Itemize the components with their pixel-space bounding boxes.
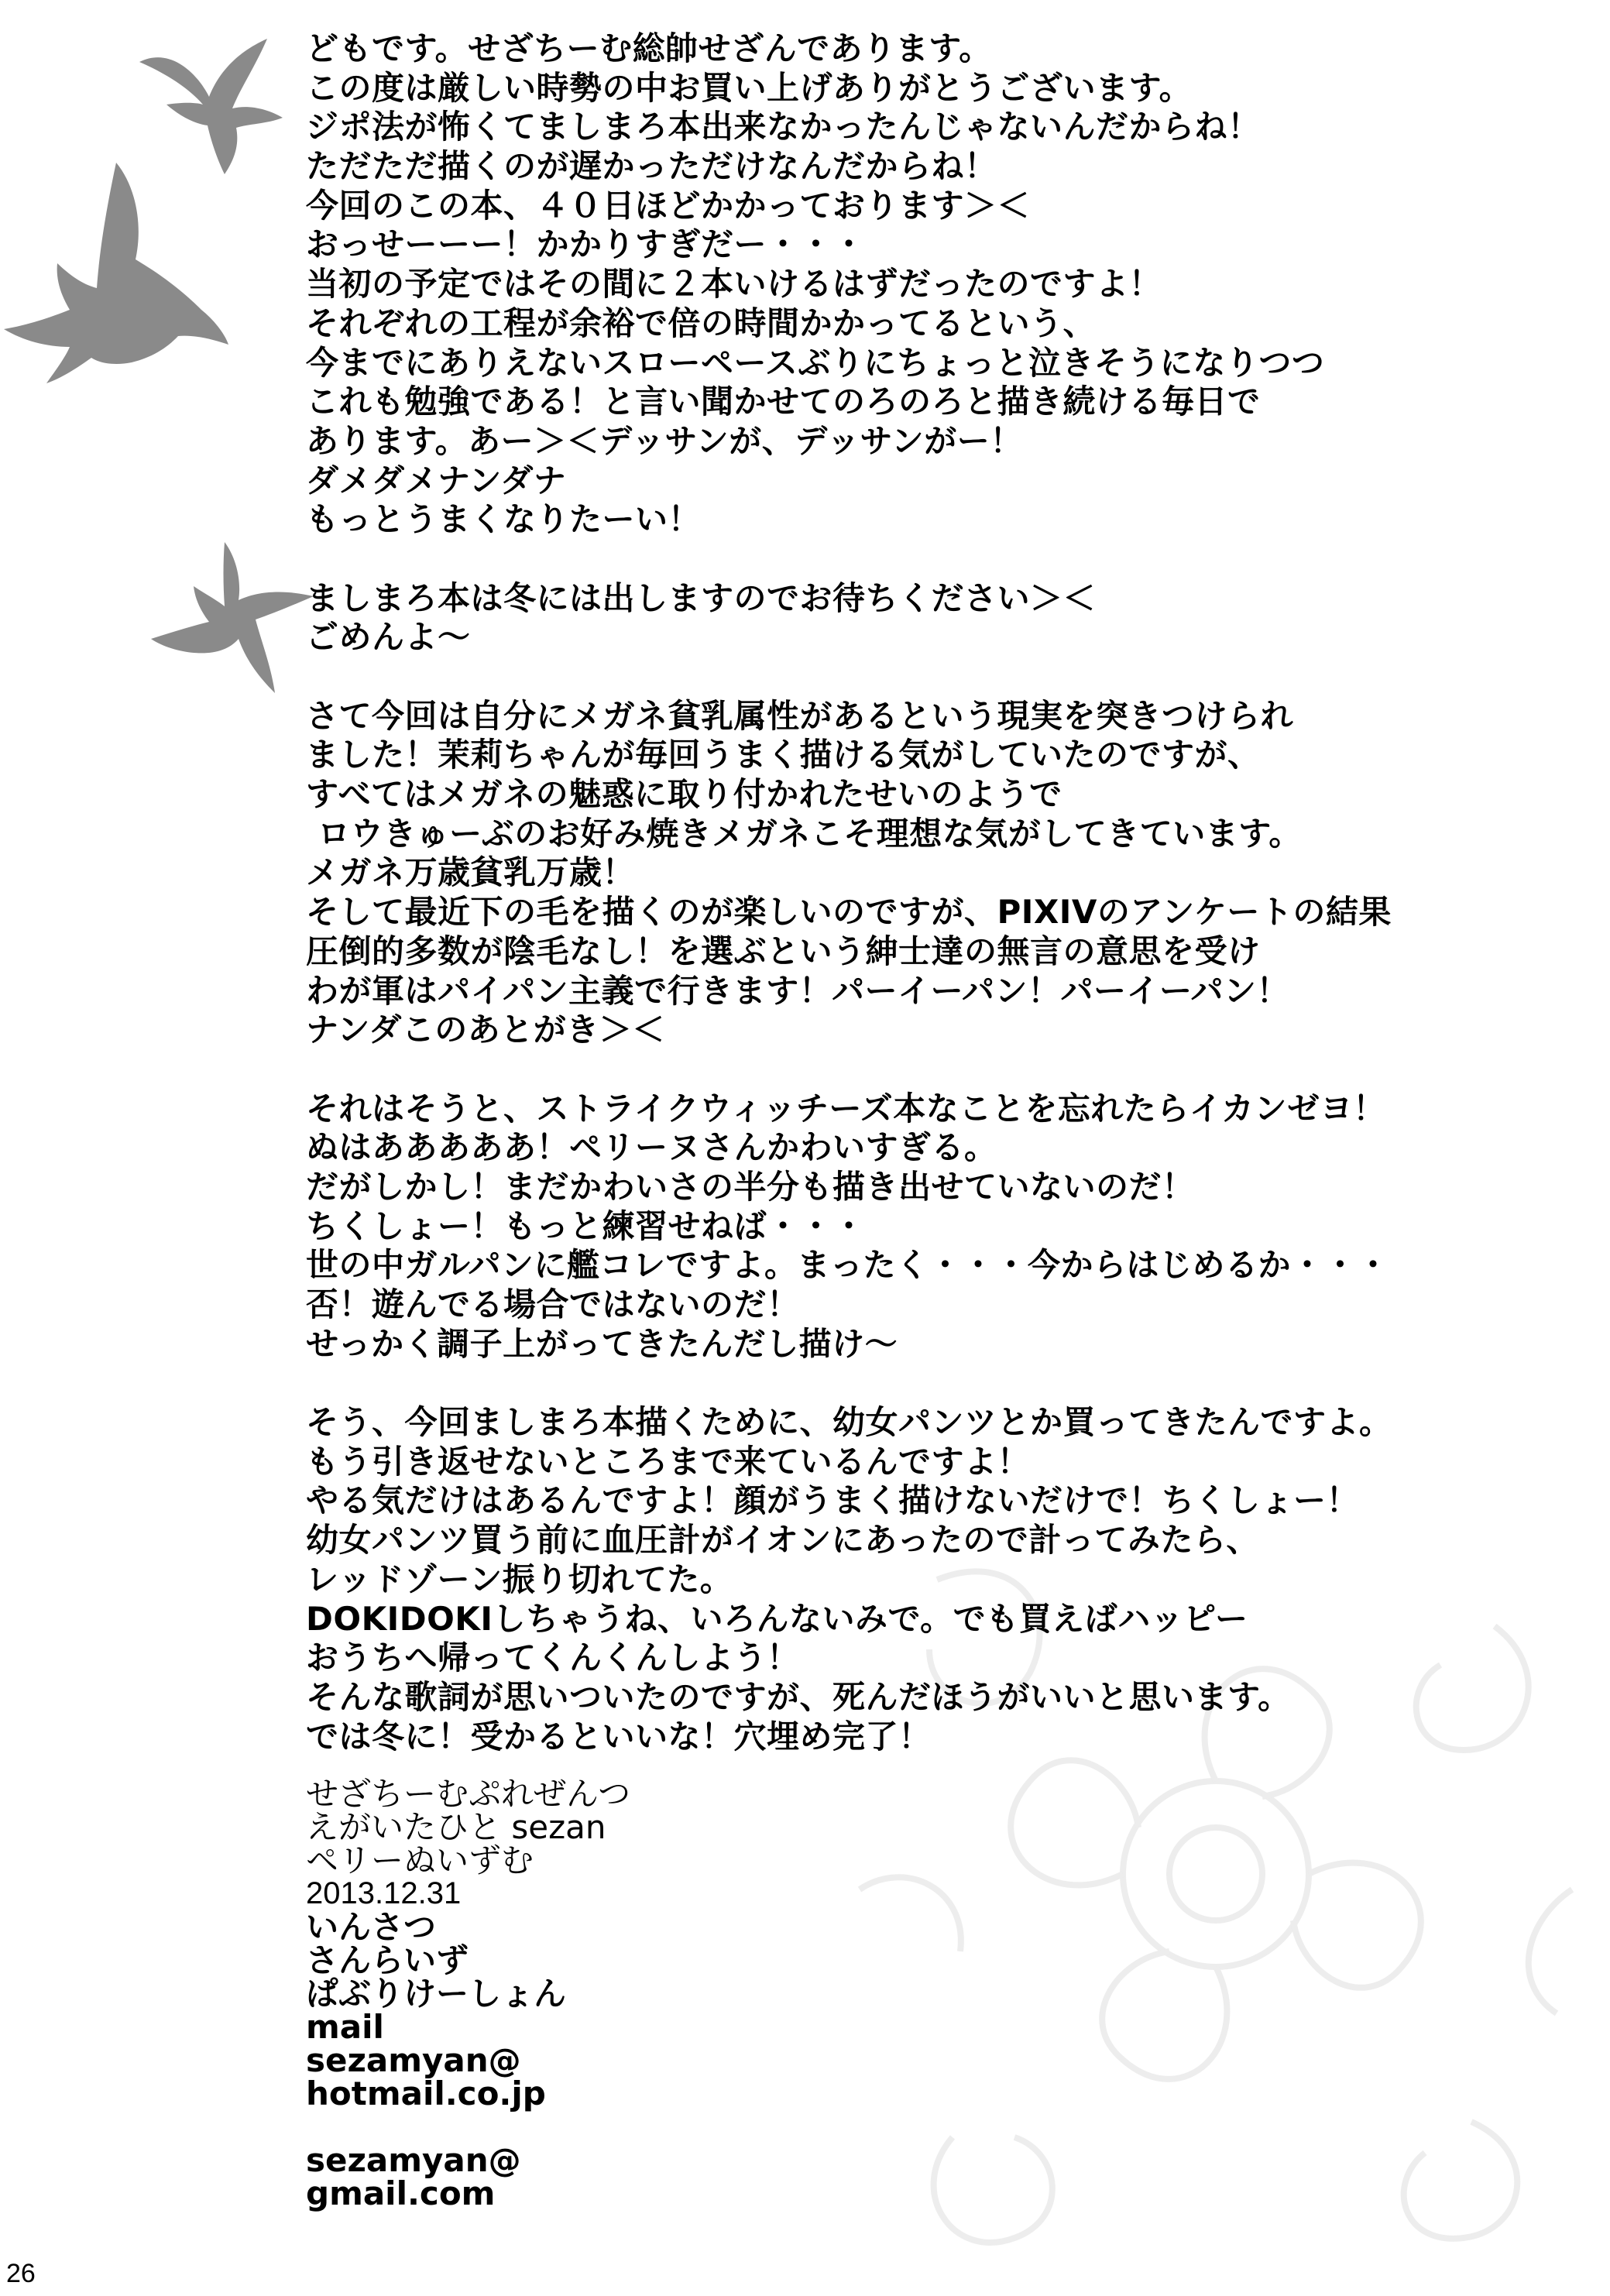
text-line: すべてはメガネの魅惑に取り付かれたせいのようで bbox=[306, 775, 1062, 814]
circle-name: せざちーむぷれぜんつ bbox=[306, 1775, 631, 1813]
text-line: おうちへ帰ってくんくんしよう！ bbox=[306, 1639, 800, 1677]
text-line: もっとうまくなりたーい！ bbox=[306, 500, 702, 539]
email-hotmail-user: sezamyan@ bbox=[306, 2041, 521, 2079]
bird-silhouette-icon bbox=[147, 538, 325, 701]
text-line: そんな歌詞が思いついたのですが、死んだほうがいいと思います。 bbox=[306, 1677, 1291, 1716]
text-line: ロウきゅーぶのお好み焼きメガネこそ理想な気がしてきています。 bbox=[306, 814, 1302, 853]
email-gmail-domain: gmail.com bbox=[306, 2174, 496, 2212]
text-line: レッドゾーン振り切れてた。 bbox=[306, 1560, 733, 1598]
text-line: そう、今回ましまろ本描くために、幼女パンツとか買ってきたんですよ。 bbox=[306, 1403, 1392, 1442]
text-line: ジポ法が怖くてましまろ本出来なかったんじゃないんだからね！ bbox=[306, 108, 1261, 146]
text-line: さて今回は自分にメガネ貧乳属性があるという現実を突きつけられ bbox=[306, 696, 1294, 735]
email-hotmail-domain: hotmail.co.jp bbox=[306, 2075, 546, 2112]
text-line: そして最近下の毛を描くのが楽しいのですが、PIXIVのアンケートの結果 bbox=[306, 893, 1392, 932]
text-line: ちくしょー！もっと練習せねば・・・ bbox=[306, 1206, 866, 1245]
publication-label: ぱぶりけーしょん bbox=[306, 1975, 567, 2013]
text-line: ダメダメナンダナ bbox=[306, 461, 567, 499]
page-number: 26 bbox=[6, 2259, 36, 2288]
paragraph-gap bbox=[306, 1050, 1591, 1090]
bird-silhouette-icon bbox=[0, 155, 232, 387]
text-line: もう引き返せないところまで来ているんですよ！ bbox=[306, 1442, 1031, 1481]
text-line: わが軍はパイパン主義で行きます！パーイーパン！パーイーパン！ bbox=[306, 971, 1289, 1010]
paragraph-gap bbox=[306, 657, 1591, 697]
text-line: ナンダこのあとがき＞＜ bbox=[306, 1011, 665, 1049]
text-line: この度は厳しい時勢の中お買い上げありがとうございます。 bbox=[306, 68, 1193, 107]
text-line: 圧倒的多数が陰毛なし！を選ぶという紳士達の無言の意思を受け bbox=[306, 932, 1261, 970]
text-line: 否！遊んでる場合ではないのだ！ bbox=[306, 1285, 800, 1323]
colophon bbox=[306, 1777, 630, 2210]
mail-label: mail bbox=[306, 2008, 384, 2046]
text-line: やる気だけはあるんですよ！顔がうまく描けないだけで！ちくしょー！ bbox=[306, 1481, 1360, 1520]
text-line: 世の中ガルパンに艦コレですよ。まったく・・・今からはじめるか・・・ bbox=[306, 1246, 1390, 1285]
colophon-gap bbox=[306, 2110, 630, 2143]
text-line: ごめんよ～ bbox=[306, 618, 471, 657]
text-line: ぬはあああああ！ペリーヌさんかわいすぎる。 bbox=[306, 1128, 997, 1167]
paragraph-gap bbox=[306, 1364, 1591, 1403]
paragraph-gap bbox=[306, 540, 1591, 579]
text-line: どもです。せざちーむ総帥せざんであります。 bbox=[306, 29, 992, 67]
text-line: おっせーーー！かかりすぎだー・・・ bbox=[306, 225, 866, 264]
text-line: DOKIDOKIしちゃうね、いろんないみで。でも買えばハッピー bbox=[306, 1599, 1248, 1638]
text-line: では冬に！受かるといいな！穴埋め完了！ bbox=[306, 1717, 932, 1755]
printing-label: いんさつ bbox=[306, 1908, 437, 1946]
book-title: ペリーぬいずむ bbox=[306, 1841, 534, 1879]
text-line: ただただ描くのが遅かっただけなんだからね！ bbox=[306, 147, 997, 186]
text-line: 今までにありえないスローペースぶりにちょっと泣きそうになりつつ bbox=[306, 343, 1325, 382]
artist-credit: えがいたひと sezan bbox=[306, 1808, 606, 1846]
text-line: それぞれの工程が余裕で倍の時間かかってるという、 bbox=[306, 304, 1097, 342]
text-line: 当初の予定ではその間に２本いけるはずだったのですよ！ bbox=[306, 265, 1162, 304]
text-line: それはそうと、ストライクウィッチーズ本なことを忘れたらイカンゼヨ！ bbox=[306, 1089, 1386, 1127]
text-line: ました！茉莉ちゃんが毎回うまく描ける気がしていたのですが、 bbox=[306, 736, 1261, 774]
afterword-text bbox=[306, 29, 1591, 1756]
text-line: あります。あー＞＜デッサンが、デッサンがー！ bbox=[306, 421, 1023, 460]
text-line: 幼女パンツ買う前に血圧計がイオンにあったので計ってみたら、 bbox=[306, 1521, 1259, 1560]
printing-company: さんらいず bbox=[306, 1941, 469, 1979]
text-line: メガネ万歳貧乳万歳！ bbox=[306, 853, 636, 892]
text-line: これも勉強である！と言い聞かせてのろのろと描き続ける毎日で bbox=[306, 383, 1261, 421]
publication-date: 2013.12.31 bbox=[306, 1876, 462, 1910]
text-line: せっかく調子上がってきたんだし描け～ bbox=[306, 1324, 898, 1363]
text-line: 今回のこの本、４０日ほどかかっております＞＜ bbox=[306, 186, 1031, 225]
email-gmail-user: sezamyan@ bbox=[306, 2141, 521, 2179]
text-line: だがしかし！まだかわいさの半分も描き出せていないのだ！ bbox=[306, 1167, 1195, 1206]
text-line: ましまろ本は冬には出しますのでお待ちください＞＜ bbox=[306, 578, 1097, 617]
